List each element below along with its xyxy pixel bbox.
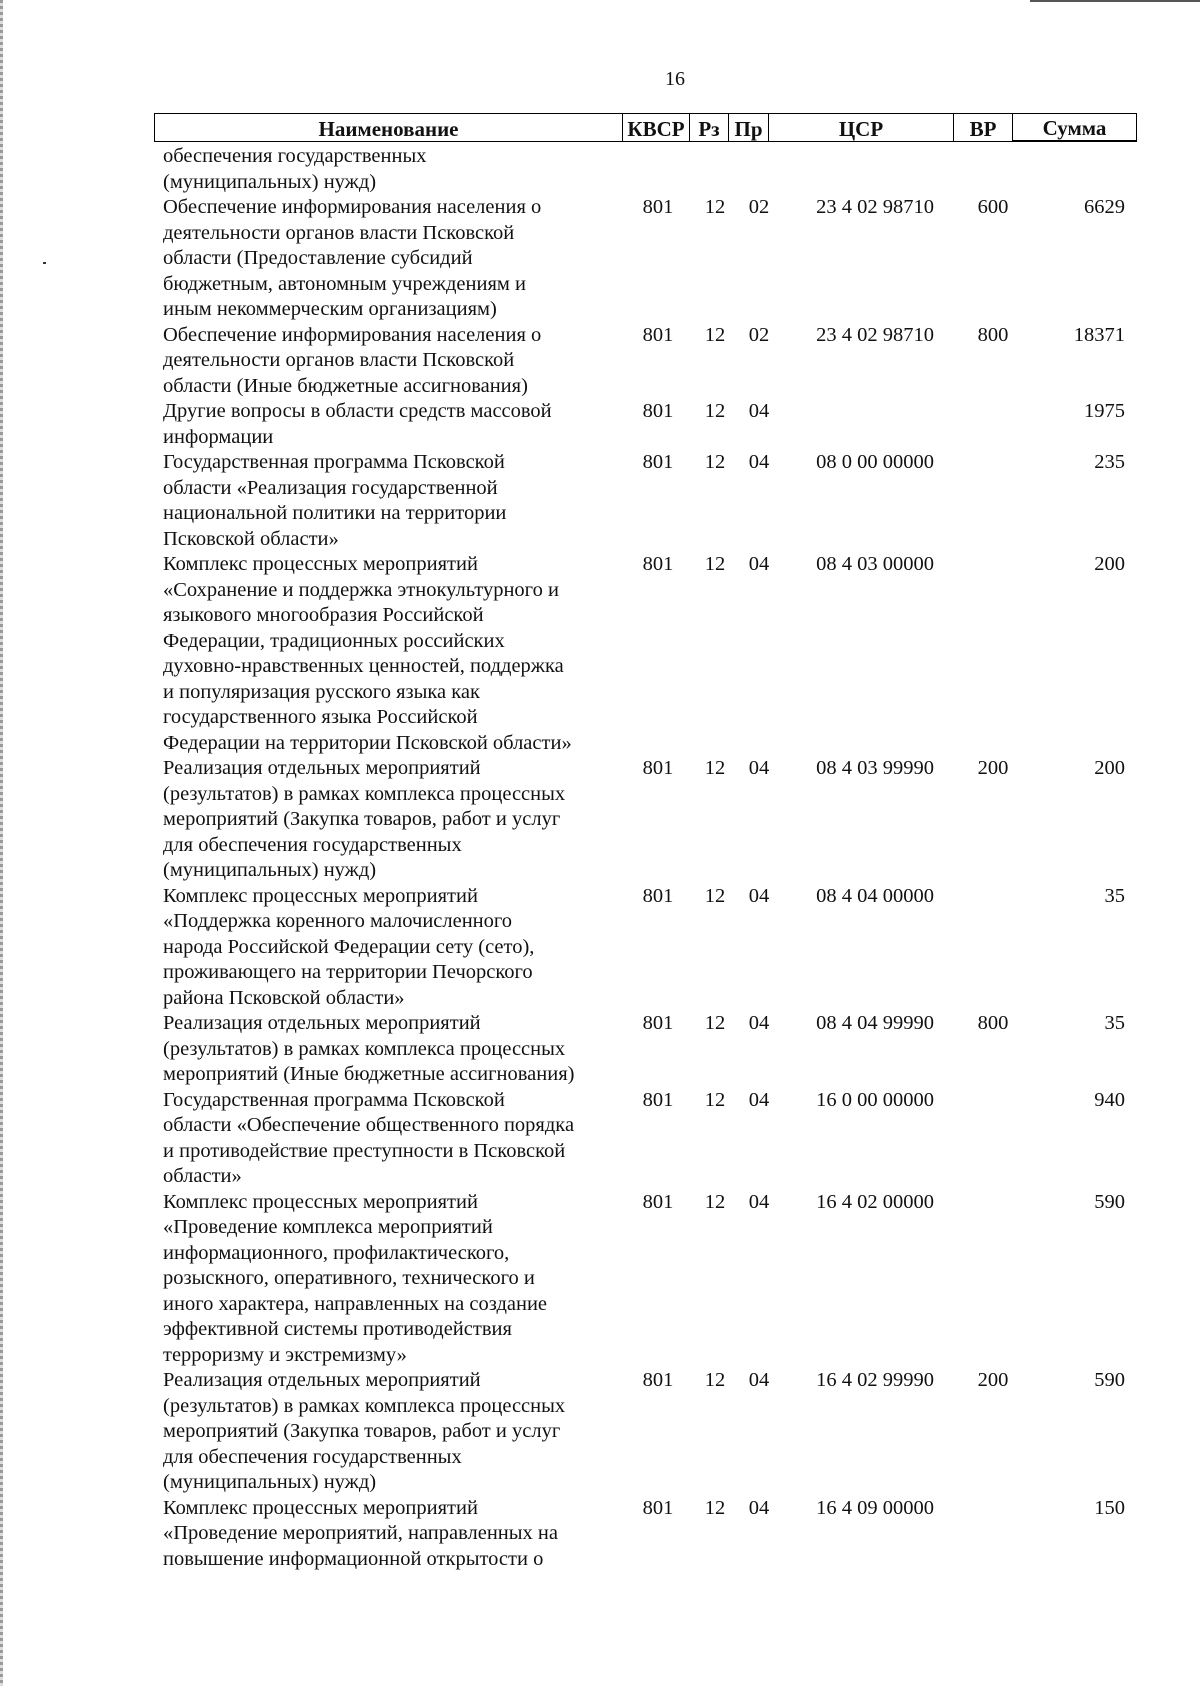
scan-top-line [1030,0,1200,2]
row-name-line: Реализация отдельных мероприятий [163,757,481,779]
row-name-line: розыскного, оперативного, технического и [163,1267,535,1289]
row-rz: 12 [704,1496,726,1519]
row-pr: 04 [748,884,770,907]
row-vr: 200 [977,1369,1009,1391]
row-csr: 16 4 02 00000 [816,1190,934,1213]
row-name [163,552,623,756]
row-name [163,399,623,450]
table-row [0,884,1200,1012]
table-row [0,1190,1200,1369]
row-pr: 04 [748,1088,770,1111]
row-sum: 235 [1094,451,1125,473]
row-name-line: мероприятий (Закупка товаров, работ и услуг [163,808,561,830]
row-rz: 12 [704,323,726,346]
row-kvsr: 801 [642,400,674,422]
row-name-line: области (Иные бюджетные ассигнования) [163,374,528,397]
row-name-line: деятельности органов власти Псковской [163,221,515,244]
table-row [0,1011,1200,1088]
row-name-line: (результатов) в рамках комплекса процессных [163,1037,566,1060]
row-name-line: Федерации на территории Псковской области» [163,731,572,754]
row-name-line: (результатов) в рамках комплекса процессных [163,1394,566,1417]
row-name-line: языкового многообразия Российской [163,604,484,626]
row-kvsr: 801 [642,1012,674,1034]
row-pr: 02 [748,196,770,218]
table-row [0,1368,1200,1496]
table-row [0,323,1200,400]
row-pr: 04 [748,553,770,575]
row-name [163,1011,623,1088]
row-name-line: государственного языка Российской [163,706,478,728]
table-row [0,552,1200,756]
table-row [0,144,1200,195]
row-name-line: района Псковской области» [163,986,405,1009]
row-kvsr: 801 [642,1369,674,1391]
row-kvsr: 801 [642,1496,674,1519]
row-name-line: духовно-нравственных ценностей, поддержка [163,655,564,677]
row-rz: 12 [704,1190,726,1213]
row-name [163,323,623,400]
page-number: 16 [665,68,685,90]
row-rz: 12 [704,884,726,907]
header-name: Наименование [155,114,623,141]
row-sum: 200 [1094,757,1125,779]
row-sum: 1975 [1084,400,1125,422]
row-name [163,1088,623,1190]
table-row [0,399,1200,450]
row-name-line: области (Предоставление субсидий [163,247,473,269]
header-csr: ЦСР [769,114,954,141]
row-name-line: для обеспечения государственных [163,833,462,856]
row-name [163,1368,623,1496]
row-name-line: повышение информационной открытости о [163,1547,544,1570]
row-name-line: и популяризация русского языка как [163,680,480,703]
row-name-line: области «Реализация государственной [163,476,498,499]
row-name [163,1496,623,1573]
row-pr: 02 [748,323,770,346]
row-name-line: (результатов) в рамках комплекса процессных [163,782,566,805]
table-row [0,450,1200,552]
row-csr: 23 4 02 98710 [816,196,934,218]
row-name-line: Комплекс процессных мероприятий [163,1496,478,1519]
row-pr: 04 [748,1012,770,1034]
row-name-line: (муниципальных) нужд) [163,859,377,881]
row-name-line: Обеспечение информирования населения о [163,323,542,346]
row-name-line: области «Обеспечение общественного порядка [163,1114,575,1136]
row-name-line: Другие вопросы в области средств массовой [163,400,552,422]
row-name-line: (муниципальных) нужд) [163,170,377,193]
row-sum: 18371 [1073,323,1125,346]
row-pr: 04 [748,757,770,779]
row-csr: 16 4 02 99990 [816,1369,934,1391]
row-name-line: Федерации, традиционных российских [163,629,505,652]
row-kvsr: 801 [642,196,674,218]
row-pr: 04 [748,1190,770,1213]
table-header [154,113,1137,142]
row-vr: 600 [977,196,1009,218]
row-kvsr: 801 [642,884,674,907]
row-name-line: Государственная программа Псковской [163,1088,505,1111]
row-kvsr: 801 [642,1088,674,1111]
row-name-line: терроризму и экстремизму» [163,1343,407,1366]
row-rz: 12 [704,1088,726,1111]
row-sum: 200 [1094,553,1125,575]
row-sum: 35 [1104,1012,1125,1034]
header-kvsr: КВСР [623,114,690,141]
row-name-line: иного характера, направленных на создание [163,1292,548,1315]
row-kvsr: 801 [642,1190,674,1213]
row-name-line: бюджетным, автономным учреждениям и [163,272,526,295]
row-rz: 12 [704,400,726,422]
table-row [0,1496,1200,1573]
table-row [0,1088,1200,1190]
row-csr: 16 0 00 00000 [816,1088,934,1111]
row-kvsr: 801 [642,757,674,779]
row-name-line: «Сохранение и поддержка этнокультурного и [163,578,559,601]
row-name-line: информации [163,425,274,448]
row-name-line: обеспечения государственных [163,145,427,167]
row-rz: 12 [704,1369,726,1391]
row-name-line: народа Российской Федерации сету (сето), [163,935,535,958]
row-rz: 12 [704,757,726,779]
row-csr: 08 0 00 00000 [816,451,934,473]
row-name-line: Реализация отдельных мероприятий [163,1369,481,1391]
row-name-line: национальной политики на территории [163,502,507,524]
row-rz: 12 [704,1012,726,1034]
row-sum: 35 [1104,884,1125,907]
header-rz: Рз [690,114,729,141]
row-name [163,756,623,884]
row-vr: 800 [977,1012,1009,1034]
row-sum: 940 [1094,1088,1125,1111]
header-sum: Сумма [1013,114,1136,141]
header-pr: Пр [729,114,769,141]
row-name-line: (муниципальных) нужд) [163,1471,377,1493]
table-row [0,195,1200,323]
row-name-line: Комплекс процессных мероприятий [163,553,478,575]
row-name-line: «Проведение комплекса мероприятий [163,1216,493,1238]
row-kvsr: 801 [642,323,674,346]
row-name-line: мероприятий (Закупка товаров, работ и услуг [163,1420,561,1442]
row-name-line: проживающего на территории Печорского [163,961,533,983]
row-name-line: иным некоммерческим организациям) [163,298,497,320]
row-name-line: «Проведение мероприятий, направленных на [163,1522,558,1544]
row-pr: 04 [748,1369,770,1391]
header-vr: ВР [954,114,1013,141]
row-pr: 04 [748,400,770,422]
row-name-line: Реализация отдельных мероприятий [163,1012,481,1034]
row-name-line: и противодействие преступности в Псковской [163,1139,566,1162]
row-csr: 08 4 03 99990 [816,757,934,779]
row-name-line: Комплекс процессных мероприятий [163,884,478,907]
row-name-line: Обеспечение информирования населения о [163,196,542,218]
row-vr: 200 [977,757,1009,779]
row-sum: 6629 [1084,196,1125,218]
row-name [163,450,623,552]
row-name-line: для обеспечения государственных [163,1445,462,1468]
row-name-line: Комплекс процессных мероприятий [163,1190,478,1213]
row-name [163,884,623,1012]
table-row [0,756,1200,884]
row-sum: 590 [1094,1190,1125,1213]
row-csr: 08 4 04 00000 [816,884,934,907]
row-name-line: информационного, профилактического, [163,1241,510,1264]
row-rz: 12 [704,196,726,218]
row-sum: 150 [1094,1496,1125,1519]
row-name-line: Псковской области» [163,527,339,550]
row-csr: 08 4 04 99990 [816,1012,934,1034]
row-kvsr: 801 [642,451,674,473]
row-name [163,144,623,195]
row-name-line: мероприятий (Иные бюджетные ассигнования) [163,1063,575,1085]
row-kvsr: 801 [642,553,674,575]
row-name-line: области» [163,1165,242,1187]
row-name-line: эффективной системы противодействия [163,1318,512,1340]
row-name-line: деятельности органов власти Псковской [163,349,515,371]
row-csr: 23 4 02 98710 [816,323,934,346]
row-rz: 12 [704,553,726,575]
row-name [163,195,623,323]
row-pr: 04 [748,1496,770,1519]
row-sum: 590 [1094,1369,1125,1391]
row-pr: 04 [748,451,770,473]
row-name-line: «Поддержка коренного малочисленного [163,910,513,932]
row-name-line: Государственная программа Псковской [163,451,505,473]
row-csr: 16 4 09 00000 [816,1496,934,1519]
row-rz: 12 [704,451,726,473]
row-name [163,1190,623,1369]
row-csr: 08 4 03 00000 [816,553,934,575]
row-vr: 800 [977,323,1009,346]
